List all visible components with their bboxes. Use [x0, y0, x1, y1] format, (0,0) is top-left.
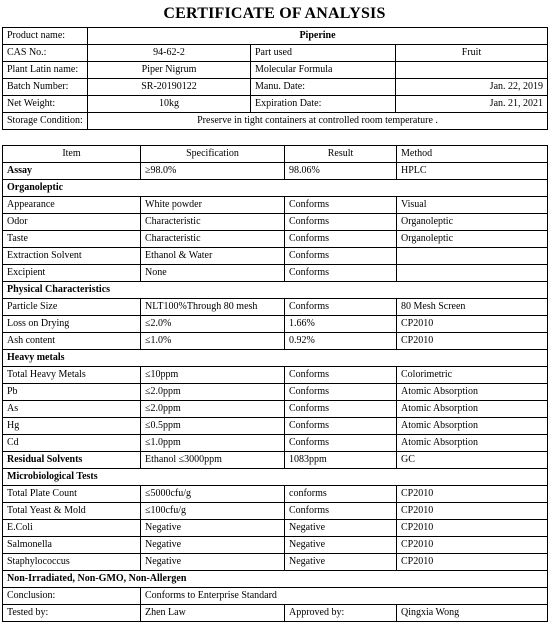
column-header-method: Method: [397, 146, 548, 163]
test-method-cell: 80 Mesh Screen: [397, 299, 548, 316]
test-row: [3, 537, 548, 554]
test-spec-cell: Characteristic: [141, 231, 285, 248]
test-item-cell: Total Plate Count: [3, 486, 141, 503]
test-row: [3, 367, 548, 384]
batch-row: [3, 79, 548, 96]
test-row: [3, 452, 548, 469]
test-item-cell: Excipient: [3, 265, 141, 282]
storage-condition-value: Preserve in tight containers at controlled room temperature .: [88, 113, 548, 130]
test-row: [3, 214, 548, 231]
section-title: Microbiological Tests: [3, 469, 548, 486]
document-title: CERTIFICATE OF ANALYSIS: [163, 5, 386, 22]
part-used-label: Part used: [251, 45, 396, 62]
test-method-cell: Atomic Absorption: [397, 418, 548, 435]
test-result-cell: Conforms: [285, 367, 397, 384]
test-spec-cell: ≤1.0ppm: [141, 435, 285, 452]
tested-by-value: Zhen Law: [141, 605, 285, 622]
test-spec-cell: Negative: [141, 554, 285, 571]
test-result-cell: Conforms: [285, 248, 397, 265]
net-weight-value: 10kg: [88, 96, 251, 113]
test-result-cell: 98.06%: [285, 163, 397, 180]
storage-row: [3, 113, 548, 130]
test-item-cell: Particle Size: [3, 299, 141, 316]
test-method-cell: Organoleptic: [397, 231, 548, 248]
analysis-body: [3, 146, 548, 588]
latin-name-value: Piper Nigrum: [88, 62, 251, 79]
cas-value: 94-62-2: [88, 45, 251, 62]
test-item-cell: Total Yeast & Mold: [3, 503, 141, 520]
product-info-table: [2, 27, 548, 130]
column-header-specification: Specification: [141, 146, 285, 163]
test-result-cell: conforms: [285, 486, 397, 503]
footer-rows: [3, 588, 548, 622]
test-result-cell: Conforms: [285, 231, 397, 248]
section-header-row: [3, 282, 548, 299]
test-result-cell: Conforms: [285, 384, 397, 401]
test-result-cell: Conforms: [285, 401, 397, 418]
test-row: [3, 265, 548, 282]
test-item-cell: Taste: [3, 231, 141, 248]
test-spec-cell: ≤5000cfu/g: [141, 486, 285, 503]
test-item-cell: Loss on Drying: [3, 316, 141, 333]
test-spec-cell: White powder: [141, 197, 285, 214]
test-item-cell: Residual Solvents: [3, 452, 141, 469]
test-result-cell: Conforms: [285, 299, 397, 316]
column-header-item: Item: [3, 146, 141, 163]
product-name-label: Product name:: [3, 28, 88, 45]
tested-by-label: Tested by:: [3, 605, 141, 622]
test-method-cell: CP2010: [397, 333, 548, 350]
test-method-cell: [397, 248, 548, 265]
test-result-cell: 1.66%: [285, 316, 397, 333]
test-item-cell: Hg: [3, 418, 141, 435]
test-item-cell: Appearance: [3, 197, 141, 214]
conclusion-label: Conclusion:: [3, 588, 141, 605]
test-row: [3, 333, 548, 350]
molecular-formula-value: [396, 62, 548, 79]
molecular-formula-label: Molecular Formula: [251, 62, 396, 79]
test-spec-cell: ≤0.5ppm: [141, 418, 285, 435]
test-result-cell: Conforms: [285, 435, 397, 452]
section-header-row: [3, 180, 548, 197]
conclusion-row: [3, 588, 548, 605]
product-name-value: Piperine: [88, 28, 548, 45]
test-spec-cell: ≤1.0%: [141, 333, 285, 350]
test-method-cell: Visual: [397, 197, 548, 214]
test-row: [3, 435, 548, 452]
section-header-row: [3, 469, 548, 486]
test-method-cell: CP2010: [397, 554, 548, 571]
test-row: [3, 486, 548, 503]
test-item-cell: Assay: [3, 163, 141, 180]
cas-row: [3, 45, 548, 62]
test-row: [3, 503, 548, 520]
manu-date-label: Manu. Date:: [251, 79, 396, 96]
section-title: Heavy metals: [3, 350, 548, 367]
test-spec-cell: ≤2.0ppm: [141, 401, 285, 418]
test-method-cell: HPLC: [397, 163, 548, 180]
test-result-cell: Conforms: [285, 418, 397, 435]
test-item-cell: E.Coli: [3, 520, 141, 537]
test-row: [3, 299, 548, 316]
expiration-date-label: Expiration Date:: [251, 96, 396, 113]
section-title: Organoleptic: [3, 180, 548, 197]
test-result-cell: Conforms: [285, 265, 397, 282]
test-spec-cell: Negative: [141, 520, 285, 537]
column-header-row: [3, 146, 548, 163]
test-method-cell: Atomic Absorption: [397, 435, 548, 452]
conclusion-value: Conforms to Enterprise Standard: [141, 588, 548, 605]
test-method-cell: Atomic Absorption: [397, 401, 548, 418]
test-result-cell: Conforms: [285, 214, 397, 231]
test-result-cell: Negative: [285, 554, 397, 571]
test-item-cell: Salmonella: [3, 537, 141, 554]
test-spec-cell: ≤100cfu/g: [141, 503, 285, 520]
analysis-table: [2, 145, 548, 622]
net-weight-label: Net Weight:: [3, 96, 88, 113]
test-spec-cell: ≤2.0ppm: [141, 384, 285, 401]
test-result-cell: 0.92%: [285, 333, 397, 350]
test-result-cell: Negative: [285, 537, 397, 554]
test-item-cell: Ash content: [3, 333, 141, 350]
column-header-result: Result: [285, 146, 397, 163]
test-spec-cell: None: [141, 265, 285, 282]
test-method-cell: CP2010: [397, 316, 548, 333]
test-item-cell: Cd: [3, 435, 141, 452]
manu-date-value: Jan. 22, 2019: [396, 79, 548, 96]
test-spec-cell: Ethanol ≤3000ppm: [141, 452, 285, 469]
approved-by-label: Approved by:: [285, 605, 397, 622]
test-result-cell: 1083ppm: [285, 452, 397, 469]
storage-condition-label: Storage Condition:: [3, 113, 88, 130]
test-row: [3, 401, 548, 418]
test-spec-cell: Characteristic: [141, 214, 285, 231]
section-header-row: [3, 350, 548, 367]
test-method-cell: CP2010: [397, 537, 548, 554]
test-spec-cell: Ethanol & Water: [141, 248, 285, 265]
test-item-cell: Total Heavy Metals: [3, 367, 141, 384]
test-method-cell: CP2010: [397, 520, 548, 537]
test-method-cell: Colorimetric: [397, 367, 548, 384]
test-row: [3, 197, 548, 214]
test-row: [3, 163, 548, 180]
test-spec-cell: ≤2.0%: [141, 316, 285, 333]
signature-row: [3, 605, 548, 622]
test-result-cell: Conforms: [285, 197, 397, 214]
test-item-cell: Extraction Solvent: [3, 248, 141, 265]
test-item-cell: As: [3, 401, 141, 418]
expiration-date-value: Jan. 21, 2021: [396, 96, 548, 113]
test-method-cell: [397, 265, 548, 282]
test-row: [3, 418, 548, 435]
cas-label: CAS No.:: [3, 45, 88, 62]
test-spec-cell: Negative: [141, 537, 285, 554]
test-method-cell: GC: [397, 452, 548, 469]
test-row: [3, 231, 548, 248]
test-row: [3, 554, 548, 571]
test-result-cell: Conforms: [285, 503, 397, 520]
latin-name-label: Plant Latin name:: [3, 62, 88, 79]
batch-number-label: Batch Number:: [3, 79, 88, 96]
latin-row: [3, 62, 548, 79]
batch-number-value: SR-20190122: [88, 79, 251, 96]
weight-row: [3, 96, 548, 113]
section-title: Physical Characteristics: [3, 282, 548, 299]
test-method-cell: CP2010: [397, 486, 548, 503]
test-item-cell: Staphylococcus: [3, 554, 141, 571]
test-method-cell: CP2010: [397, 503, 548, 520]
test-item-cell: Odor: [3, 214, 141, 231]
part-used-value: Fruit: [396, 45, 548, 62]
test-row: [3, 248, 548, 265]
test-spec-cell: NLT100%Through 80 mesh: [141, 299, 285, 316]
test-row: [3, 384, 548, 401]
test-row: [3, 520, 548, 537]
product-row: [3, 28, 548, 45]
test-method-cell: Organoleptic: [397, 214, 548, 231]
approved-by-value: Qingxia Wong: [397, 605, 548, 622]
test-method-cell: Atomic Absorption: [397, 384, 548, 401]
test-row: [3, 316, 548, 333]
test-spec-cell: ≥98.0%: [141, 163, 285, 180]
section-title: Non-Irradiated, Non-GMO, Non-Allergen: [3, 571, 548, 588]
section-header-row: [3, 571, 548, 588]
test-item-cell: Pb: [3, 384, 141, 401]
test-result-cell: Negative: [285, 520, 397, 537]
test-spec-cell: ≤10ppm: [141, 367, 285, 384]
